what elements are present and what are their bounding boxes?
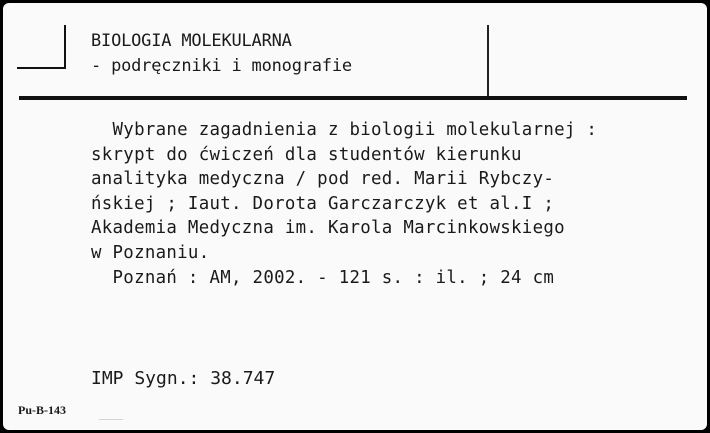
faint-mark xyxy=(99,409,123,420)
subject-heading: BIOLOGIA MOLEKULARNA xyxy=(91,31,292,51)
description-line: Poznań : AM, 2002. - 121 s. : il. ; 24 cm xyxy=(91,267,555,288)
heading-divider-vertical xyxy=(487,25,489,97)
subject-subheading: - podręczniki i monografie xyxy=(91,56,352,76)
call-number: IMP Sygn.: 38.747 xyxy=(91,368,276,389)
description-line: Akademia Medyczna im. Karola Marcinkowskiego xyxy=(91,218,565,239)
catalog-code: Pu-B-143 xyxy=(18,403,66,417)
description-line: Wybrane zagadnienia z biologii molekularnej : xyxy=(91,120,598,140)
bibliographic-description xyxy=(91,118,703,290)
heading-divider-horizontal xyxy=(19,96,687,100)
description-line: skrypt do ćwiczeń dla studentów kierunku xyxy=(91,144,522,165)
catalog-card xyxy=(3,3,707,430)
corner-mark-horizontal xyxy=(17,67,65,69)
description-line: analityka medyczna / pod red. Marii Rybczy- xyxy=(91,169,555,190)
corner-mark-vertical xyxy=(64,25,66,69)
description-line: w Poznaniu. xyxy=(91,242,210,263)
description-line: ńskiej ; Iaut. Dorota Garczarczyk et al.I ; xyxy=(91,193,555,214)
